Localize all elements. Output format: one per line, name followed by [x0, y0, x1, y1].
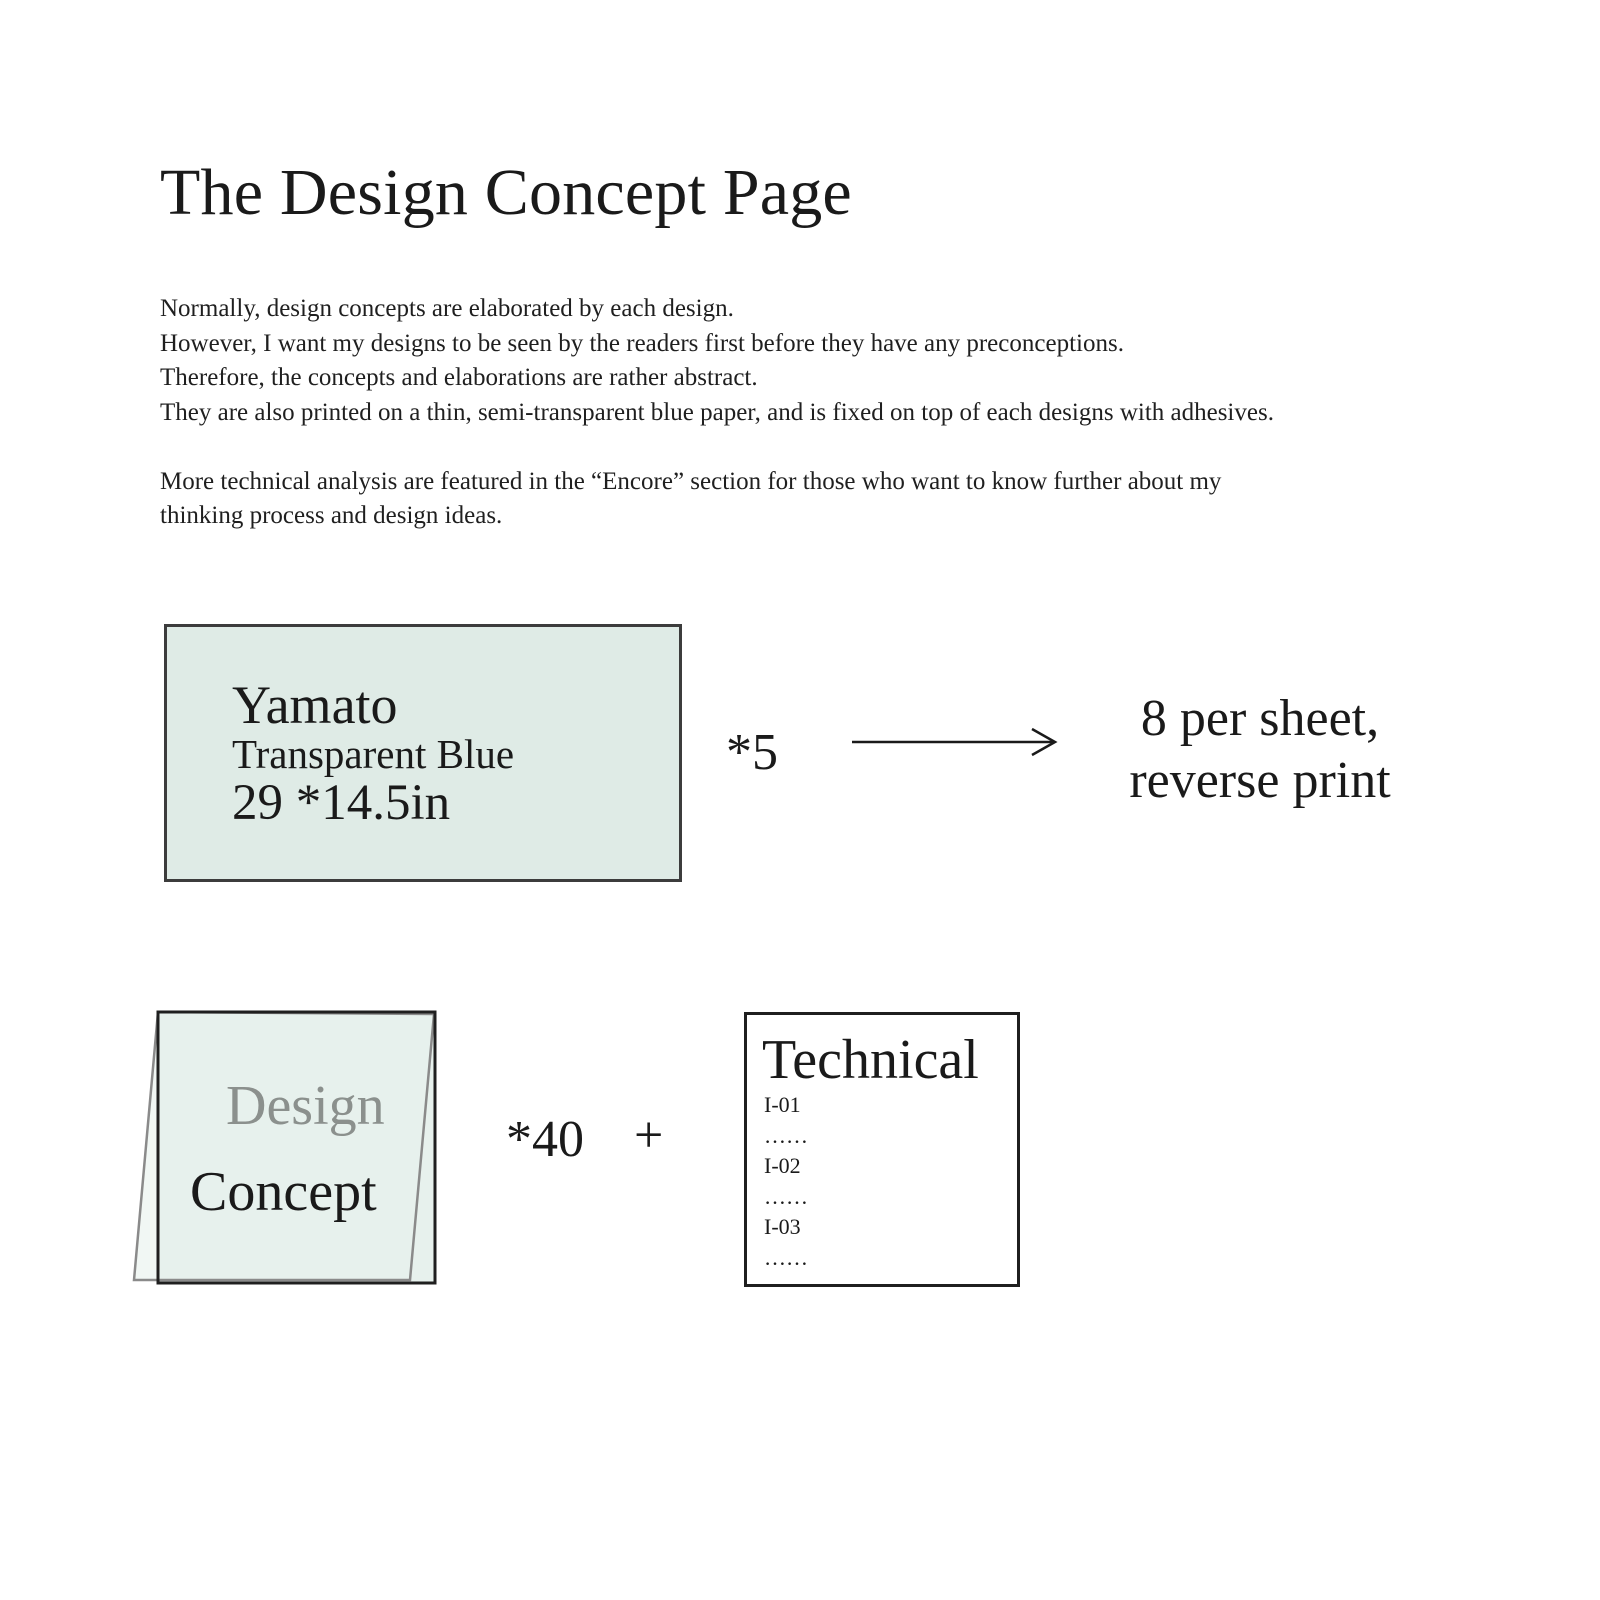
intro-text: [160, 292, 1460, 534]
technical-item: ……: [764, 1183, 808, 1209]
print-result: [1100, 688, 1420, 812]
intro-line: They are also printed on a thin, semi-transparent blue paper, and is fixed on top of each designs with adhesives.: [160, 398, 1274, 426]
encore-note-line: thinking process and design ideas.: [160, 502, 503, 529]
concept-card-word: Concept: [190, 1161, 377, 1223]
technical-item: I-02: [764, 1153, 801, 1178]
plus-sign: +: [634, 1107, 664, 1164]
paper-size: 29 *14.5in: [232, 775, 451, 831]
sheet-multiplier: *5: [726, 724, 778, 781]
concept-card-word: Design: [226, 1075, 385, 1137]
intro-line: Normally, design concepts are elaborated by each design.: [160, 295, 734, 322]
encore-note-line: More technical analysis are featured in the “Encore” section for those who want to know further about my: [160, 467, 1222, 495]
intro-line: However, I want my designs to be seen by the readers first before they have any preconceptions.: [160, 329, 1124, 357]
folded-concept-card: [132, 1010, 442, 1300]
print-result-line: 8 per sheet,: [1140, 690, 1380, 747]
technical-item-list: [764, 1090, 808, 1273]
right-arrow-icon: [850, 727, 1060, 757]
page-title: The Design Concept Page: [160, 156, 852, 229]
technical-card-title: Technical: [762, 1029, 979, 1091]
paper-color-name: Transparent Blue: [232, 731, 515, 777]
technical-item: I-03: [764, 1214, 801, 1239]
intro-line: Therefore, the concepts and elaborations are rather abstract.: [160, 364, 758, 391]
concept-multiplier: *40: [506, 1111, 584, 1168]
technical-item: I-01: [764, 1092, 801, 1117]
technical-item: ……: [764, 1244, 808, 1270]
technical-item: ……: [764, 1122, 808, 1148]
print-result-line: reverse print: [1129, 752, 1391, 809]
paper-name: Yamato: [232, 675, 398, 735]
paragraph-gap: [160, 430, 1460, 465]
